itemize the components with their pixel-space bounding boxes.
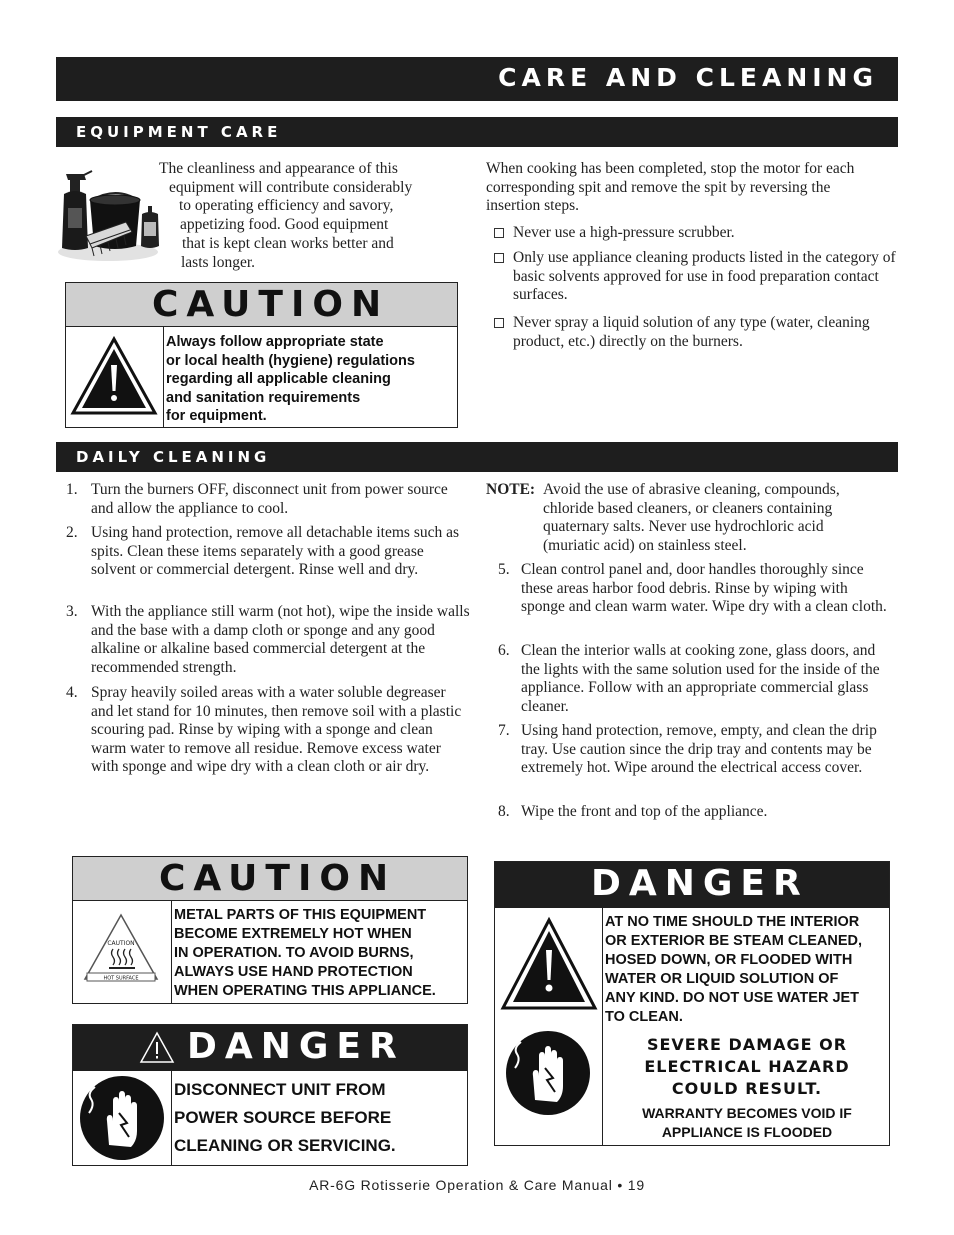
cleaning-supplies-illustration bbox=[56, 156, 160, 264]
checkbox-bullet-icon bbox=[494, 224, 510, 244]
checkbox-bullet-icon bbox=[494, 314, 510, 334]
bullet-item bbox=[494, 249, 898, 305]
step-text: Using hand protection, remove, empty, and clean the drip tray. Use caution since the drip tray and contents may be extremely hot. Wipe around the electrical access cover. bbox=[521, 722, 877, 776]
bullet-text: Only use appliance cleaning products listed in the category of basic solvents approved for use in food preparation contact surfaces. bbox=[513, 249, 896, 303]
section-header-equipment-care bbox=[56, 117, 898, 147]
section-title: EQUIPMENT CARE bbox=[76, 123, 282, 141]
equipment-care-paragraph: When cooking has been completed, stop the motor for each corresponding spit and remove the spit by reversing the insertion steps. bbox=[486, 160, 855, 214]
bullet-text: Never use a high-pressure scrubber. bbox=[513, 224, 735, 241]
list-item bbox=[498, 642, 896, 718]
caution-title: CAUTION bbox=[152, 284, 390, 325]
danger-header bbox=[495, 862, 889, 908]
daily-steps-right bbox=[486, 481, 896, 826]
icon-caption-hot-surface: HOT SURFACE bbox=[103, 975, 139, 982]
section-header-daily-cleaning bbox=[56, 442, 898, 472]
danger-text-line: HOSED DOWN, OR FLOODED WITH bbox=[605, 952, 853, 968]
page-title: CARE AND CLEANING bbox=[498, 63, 878, 92]
step-text: Using hand protection, remove all detachable items such as spits. Clean these items separately with a good grease solvent or commercial detergent. Rinse well and dry. bbox=[91, 524, 460, 578]
danger-text-line: AT NO TIME SHOULD THE INTERIOR bbox=[605, 914, 860, 930]
warranty-line: WARRANTY BECOMES VOID IF bbox=[642, 1105, 852, 1121]
caution-text-line: METAL PARTS OF THIS EQUIPMENT bbox=[174, 907, 427, 923]
intro-line: to operating efficiency and savory, bbox=[179, 197, 394, 214]
electric-shock-hand-icon bbox=[505, 1030, 591, 1116]
step-number: 8. bbox=[498, 803, 510, 820]
caution-title: CAUTION bbox=[159, 858, 397, 899]
danger-header bbox=[73, 1025, 467, 1071]
caution-text-line: or local health (hygiene) regulations bbox=[166, 352, 415, 369]
list-item bbox=[66, 524, 470, 600]
caution-text-line: BECOME EXTREMELY HOT WHEN bbox=[174, 926, 412, 942]
step-number: 7. bbox=[498, 722, 510, 739]
step-number: 5. bbox=[498, 561, 510, 578]
step-text: Clean control panel and, door handles thoroughly since these areas harbor food debris. Rinse by wiping with sponge and clean warm water. Wipe dry with a clean cloth. bbox=[521, 561, 887, 615]
caution-text-line: Always follow appropriate state bbox=[166, 334, 384, 350]
step-text: With the appliance still warm (not hot), wipe the inside walls and the base with a damp cloth or sponge and any good alkaline or alkaline based commercial detergent at the recommended strength. bbox=[91, 603, 470, 676]
caution-text-line: IN OPERATION. TO AVOID BURNS, bbox=[174, 945, 414, 961]
list-item bbox=[66, 481, 470, 521]
danger-title: DANGER bbox=[591, 863, 809, 904]
step-number: 1. bbox=[66, 481, 78, 498]
step-number: 2. bbox=[66, 524, 78, 541]
step-text: Spray heavily soiled areas with a water soluble degreaser and let stand for 10 minutes, then remove soil with a plastic scouring pad. Rinse by wiping with a sponge and clean warm water to remove all residue. Remove excess water with sponge and wipe dry with a clean cloth or air dry. bbox=[91, 684, 462, 775]
caution-header bbox=[66, 283, 457, 327]
hot-surface-icon bbox=[81, 911, 161, 991]
page-title-bar bbox=[56, 57, 898, 101]
electric-shock-hand-icon bbox=[79, 1075, 165, 1161]
caution-box-hot-surface bbox=[72, 856, 468, 1004]
danger-text-line: TO CLEAN. bbox=[605, 1009, 683, 1025]
danger-title: DANGER bbox=[187, 1026, 405, 1067]
list-item bbox=[498, 561, 896, 637]
danger-text-line: POWER SOURCE BEFORE bbox=[174, 1108, 392, 1127]
severe-warning-line: SEVERE DAMAGE OR bbox=[646, 1035, 848, 1054]
caution-header bbox=[73, 857, 467, 901]
note-label: NOTE: bbox=[486, 481, 536, 498]
caution-box-regulations bbox=[65, 282, 458, 428]
warning-triangle-icon bbox=[69, 335, 159, 417]
danger-text-line: DISCONNECT UNIT FROM bbox=[174, 1080, 386, 1099]
step-text: Turn the burners OFF, disconnect unit from power source and allow the appliance to cool. bbox=[91, 481, 448, 517]
intro-line: that is kept clean works better and bbox=[182, 235, 394, 252]
section-title: DAILY CLEANING bbox=[76, 448, 271, 466]
list-item bbox=[498, 803, 896, 823]
caution-text-line: regarding all applicable cleaning bbox=[166, 371, 391, 387]
caution-text-line: and sanitation requirements bbox=[166, 389, 361, 406]
warning-triangle-icon bbox=[499, 916, 599, 1012]
step-number: 6. bbox=[498, 642, 510, 659]
bullet-item bbox=[494, 314, 898, 351]
danger-box-water bbox=[494, 861, 890, 1146]
intro-line: The cleanliness and appearance of this bbox=[159, 160, 398, 177]
intro-line: lasts longer. bbox=[181, 254, 256, 271]
step-number: 4. bbox=[66, 684, 78, 701]
step-number: 3. bbox=[66, 603, 78, 620]
bullet-text: Never spray a liquid solution of any type (water, cleaning product, etc.) directly on the burners. bbox=[513, 314, 870, 350]
warranty-line: APPLIANCE IS FLOODED bbox=[661, 1124, 833, 1140]
step-text: Clean the interior walls at cooking zone, glass doors, and the lights with the same solution used for the inside of the appliance. Follow with an appropriate commercial glass cleaner. bbox=[521, 642, 880, 715]
list-item bbox=[66, 603, 470, 679]
list-item bbox=[498, 722, 896, 798]
severe-warning-line: COULD RESULT. bbox=[671, 1079, 823, 1098]
warning-triangle-icon bbox=[139, 1031, 175, 1065]
danger-text-line: OR EXTERIOR BE STEAM CLEANED, bbox=[605, 933, 862, 949]
step-text: Wipe the front and top of the appliance. bbox=[521, 803, 768, 820]
list-item bbox=[66, 684, 470, 796]
danger-text-line: CLEANING OR SERVICING. bbox=[174, 1136, 396, 1155]
caution-text-line: WHEN OPERATING THIS APPLIANCE. bbox=[174, 983, 436, 999]
page-footer: AR-6G Rotisserie Operation & Care Manual • 19 bbox=[309, 1177, 645, 1193]
caution-text-line: for equipment. bbox=[166, 408, 267, 424]
severe-warning-line: ELECTRICAL HAZARD bbox=[644, 1057, 850, 1076]
caution-text-line: ALWAYS USE HAND PROTECTION bbox=[174, 964, 413, 980]
intro-line: appetizing food. Good equipment bbox=[180, 216, 389, 233]
danger-box-disconnect bbox=[72, 1024, 468, 1166]
intro-line: equipment will contribute considerably bbox=[169, 179, 413, 196]
note bbox=[486, 481, 896, 557]
checkbox-bullet-icon bbox=[494, 249, 510, 269]
danger-text-line: WATER OR LIQUID SOLUTION OF bbox=[605, 971, 839, 987]
bullet-item bbox=[494, 224, 898, 243]
danger-text-line: ANY KIND. DO NOT USE WATER JET bbox=[605, 990, 860, 1006]
icon-caption-caution: CAUTION bbox=[107, 940, 135, 947]
note-text: Avoid the use of abrasive cleaning, compounds, chloride based cleaners, or cleaners containing quaternary salts. Never use hydrochloric acid (muriatic acid) on stainless steel. bbox=[543, 481, 840, 554]
equipment-care-right-column bbox=[486, 160, 898, 350]
